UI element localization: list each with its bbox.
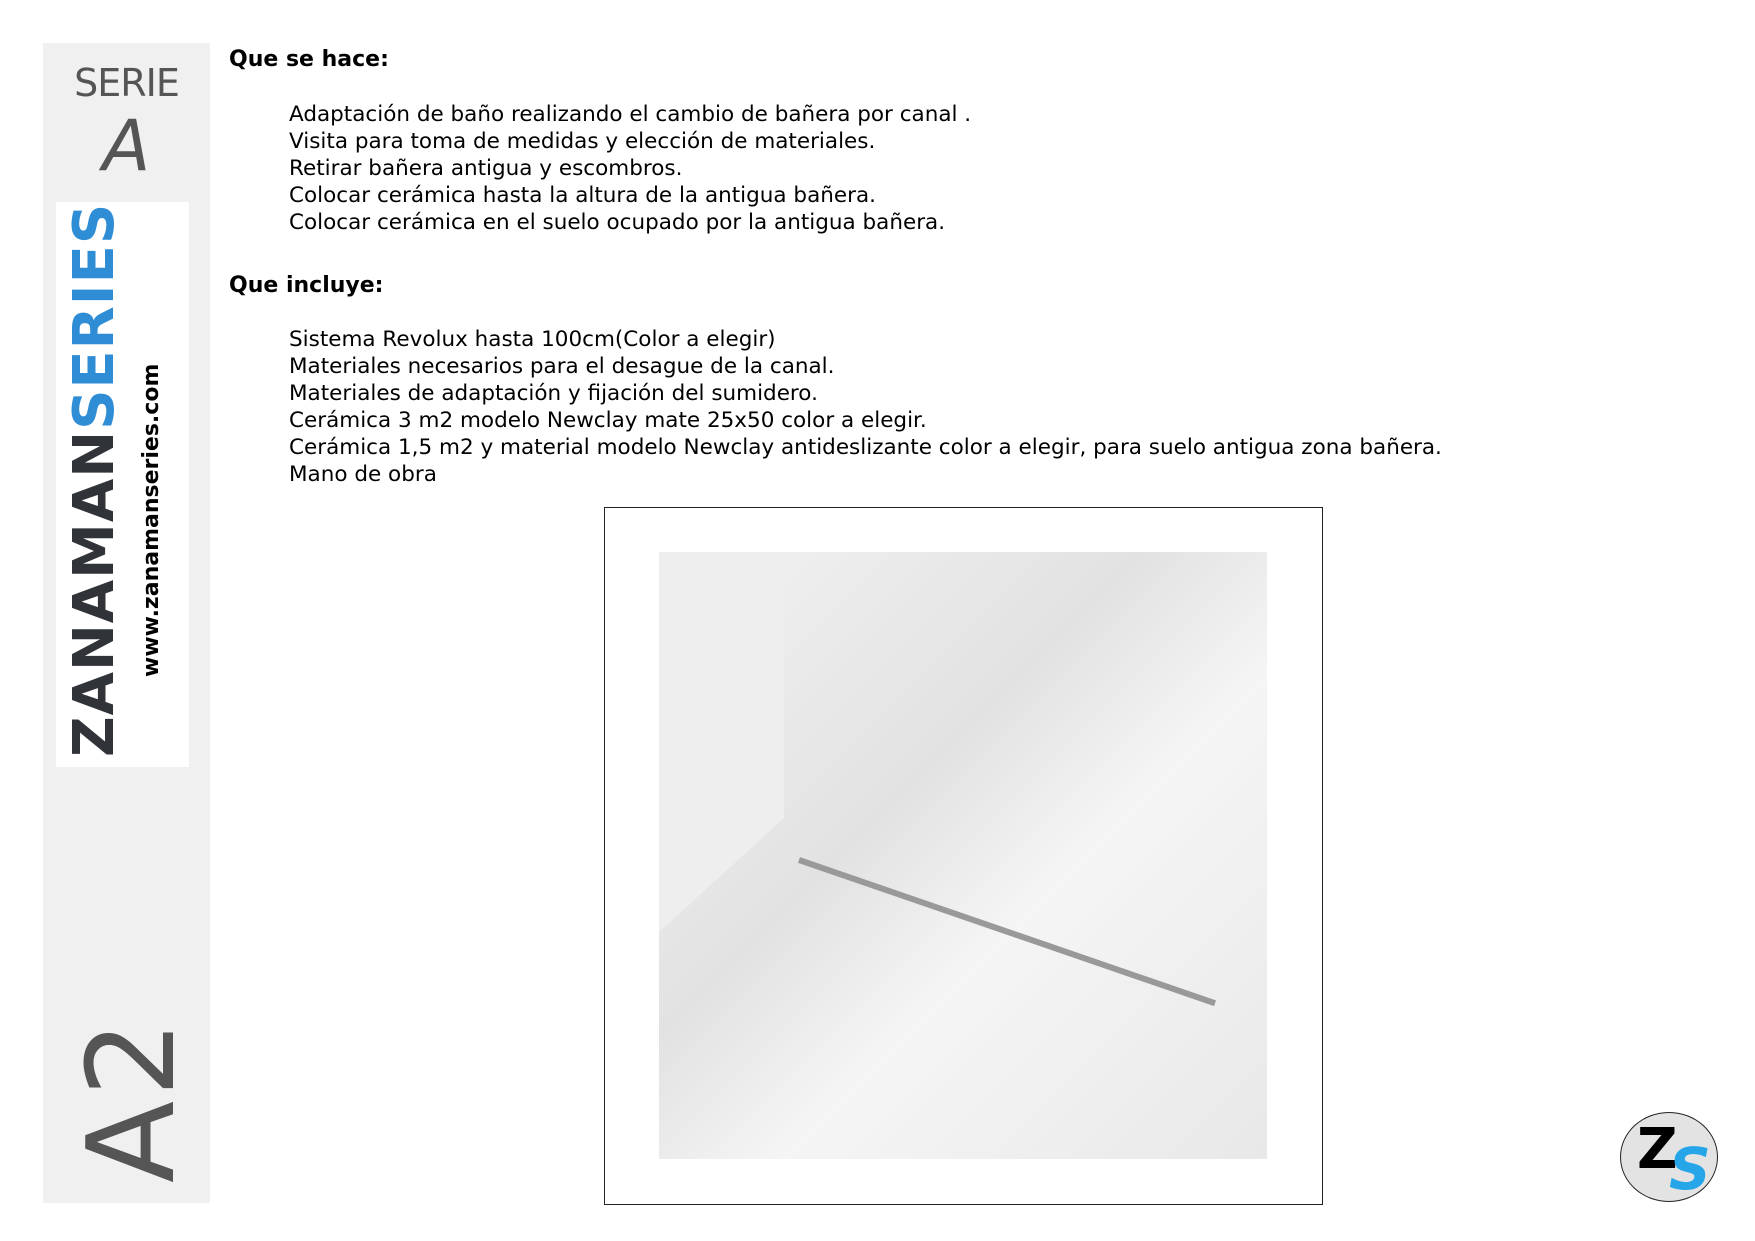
serie-label: SERIE bbox=[74, 61, 179, 105]
website-url: www.zanamanseries.com bbox=[139, 363, 164, 677]
serie-letter: A bbox=[102, 105, 151, 187]
list-item: Mano de obra bbox=[289, 462, 437, 487]
logo-s: S bbox=[1669, 1135, 1711, 1203]
que-se-hace-list bbox=[289, 101, 971, 236]
zs-logo bbox=[1620, 1112, 1718, 1202]
logo-z: Z bbox=[1637, 1117, 1678, 1182]
brand-name-part2: SERIES bbox=[62, 202, 127, 430]
sidebar bbox=[43, 43, 210, 1203]
list-item: Materiales de adaptación y fijación del sumidero. bbox=[289, 381, 818, 406]
photo-frame bbox=[604, 507, 1323, 1205]
product-code: A2 bbox=[63, 1016, 202, 1183]
list-item: Colocar cerámica hasta la altura de la antigua bañera. bbox=[289, 183, 876, 208]
photo-wall bbox=[659, 552, 784, 932]
list-item: Colocar cerámica en el suelo ocupado por la antigua bañera. bbox=[289, 210, 946, 235]
que-incluye-list bbox=[289, 326, 1442, 488]
list-item: Visita para toma de medidas y elección de materiales. bbox=[289, 129, 876, 154]
list-item: Cerámica 3 m2 modelo Newclay mate 25x50 color a elegir. bbox=[289, 408, 927, 433]
brand-logo bbox=[56, 202, 189, 767]
heading-que-incluye: Que incluye: bbox=[229, 273, 384, 298]
list-item: Cerámica 1,5 m2 y material modelo Newclay antideslizante color a elegir, para suelo antigua zona bañera. bbox=[289, 435, 1442, 460]
shower-photo bbox=[659, 552, 1267, 1159]
list-item: Adaptación de baño realizando el cambio de bañera por canal . bbox=[289, 102, 972, 127]
list-item: Materiales necesarios para el desague de la canal. bbox=[289, 354, 835, 379]
list-item: Retirar bañera antigua y escombros. bbox=[289, 156, 683, 181]
heading-que-se-hace: Que se hace: bbox=[229, 47, 389, 72]
list-item: Sistema Revolux hasta 100cm(Color a elegir) bbox=[289, 327, 776, 352]
brand-name bbox=[62, 203, 127, 757]
photo-drain-channel bbox=[798, 857, 1216, 1006]
brand-name-part1: ZANAMAN bbox=[62, 429, 127, 757]
